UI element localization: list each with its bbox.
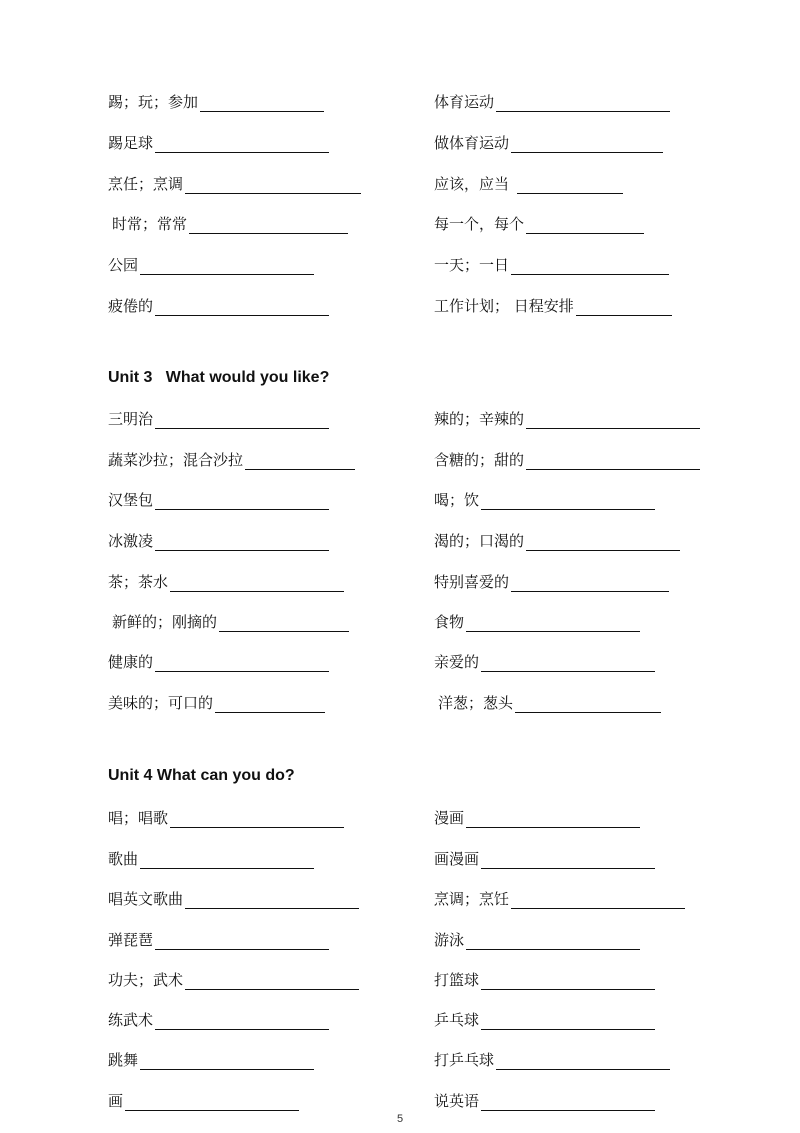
- answer-blank[interactable]: [511, 576, 669, 592]
- answer-blank[interactable]: [481, 974, 655, 990]
- vocab-item: [434, 92, 670, 112]
- answer-blank[interactable]: [215, 697, 325, 713]
- vocab-item: [108, 1050, 314, 1070]
- unit3-heading: Unit 3 What would you like?: [108, 369, 330, 386]
- answer-blank[interactable]: [189, 218, 348, 234]
- vocab-term: 打篮球: [434, 971, 480, 989]
- vocab-item: [434, 255, 669, 275]
- answer-blank[interactable]: [481, 853, 655, 869]
- vocab-item: [434, 531, 680, 551]
- answer-blank[interactable]: [511, 259, 669, 275]
- vocab-term: 漫画: [434, 809, 465, 827]
- vocab-item: [108, 450, 355, 470]
- unit4-heading: Unit 4 What can you do?: [108, 767, 295, 784]
- answer-blank[interactable]: [466, 616, 640, 632]
- answer-blank[interactable]: [185, 178, 361, 194]
- vocab-term: 功夫；武术: [108, 971, 184, 989]
- vocab-term: 美味的；可口的: [108, 694, 214, 712]
- vocab-term: 跳舞: [108, 1051, 139, 1069]
- vocab-term: 新鲜的；刚摘的: [112, 613, 218, 631]
- vocab-term: 三明治: [108, 410, 154, 428]
- vocab-term: 一天；一日: [434, 256, 510, 274]
- vocab-term: 蔬菜沙拉；混合沙拉: [108, 451, 244, 469]
- answer-blank[interactable]: [526, 454, 700, 470]
- page-number: 5: [396, 1113, 404, 1125]
- vocab-term: 食物: [434, 613, 465, 631]
- vocab-term: 打乒乓球: [434, 1051, 495, 1069]
- vocab-term: 含糖的；甜的: [434, 451, 525, 469]
- answer-blank[interactable]: [481, 656, 655, 672]
- vocab-item: [434, 296, 672, 316]
- vocab-item: [438, 693, 661, 713]
- answer-blank[interactable]: [125, 1095, 299, 1111]
- vocab-term: 练武术: [108, 1011, 154, 1029]
- vocab-item: [108, 849, 314, 869]
- vocab-item: [108, 490, 329, 510]
- vocab-term: 亲爱的: [434, 653, 480, 671]
- vocab-item: [108, 1091, 299, 1111]
- vocab-term: 特别喜爱的: [434, 573, 510, 591]
- answer-blank[interactable]: [155, 656, 329, 672]
- vocab-term: 唱英文歌曲: [108, 890, 184, 908]
- answer-blank[interactable]: [185, 893, 359, 909]
- answer-blank[interactable]: [515, 697, 661, 713]
- answer-blank[interactable]: [496, 96, 670, 112]
- vocab-item: [434, 889, 685, 909]
- answer-blank[interactable]: [511, 893, 685, 909]
- vocab-item: [108, 930, 329, 950]
- answer-blank[interactable]: [219, 616, 349, 632]
- vocab-term: 工作计划； 日程安排: [434, 297, 574, 315]
- vocab-term: 说英语: [434, 1092, 480, 1110]
- vocab-item: [434, 612, 640, 632]
- vocab-item: [434, 1010, 655, 1030]
- answer-blank[interactable]: [200, 96, 324, 112]
- answer-blank[interactable]: [155, 300, 329, 316]
- answer-blank[interactable]: [481, 1095, 655, 1111]
- vocab-item: [434, 1050, 670, 1070]
- vocab-item: [108, 133, 329, 153]
- answer-blank[interactable]: [496, 1054, 670, 1070]
- answer-blank[interactable]: [511, 137, 663, 153]
- answer-blank[interactable]: [466, 812, 640, 828]
- vocab-item: [434, 1091, 655, 1111]
- vocab-term: 烹任；烹调: [108, 175, 184, 193]
- vocab-item: [108, 255, 314, 275]
- answer-blank[interactable]: [526, 535, 680, 551]
- vocab-term: 洋葱；葱头: [438, 694, 514, 712]
- vocab-term: 茶；茶水: [108, 573, 169, 591]
- vocab-term: 画: [108, 1092, 124, 1110]
- vocab-item: [108, 970, 359, 990]
- answer-blank[interactable]: [526, 218, 644, 234]
- answer-blank[interactable]: [185, 974, 359, 990]
- vocab-term: 喝；饮: [434, 491, 480, 509]
- vocab-term: 公园: [108, 256, 139, 274]
- vocab-term: 每一个，每个: [434, 215, 525, 233]
- vocab-item: [108, 409, 329, 429]
- vocab-term: 体育运动: [434, 93, 495, 111]
- vocab-item: [108, 1010, 329, 1030]
- answer-blank[interactable]: [140, 1054, 314, 1070]
- answer-blank[interactable]: [155, 137, 329, 153]
- vocab-item: [434, 174, 623, 194]
- vocab-item: [434, 409, 700, 429]
- vocab-term: 烹调；烹饪: [434, 890, 510, 908]
- vocab-item: [108, 808, 344, 828]
- vocab-term: 歌曲: [108, 850, 139, 868]
- vocab-term: 乒乓球: [434, 1011, 480, 1029]
- vocab-item: [434, 450, 700, 470]
- vocab-item: [108, 652, 329, 672]
- answer-blank[interactable]: [155, 535, 329, 551]
- vocab-term: 踢足球: [108, 134, 154, 152]
- vocab-item: [108, 572, 344, 592]
- vocab-item: [434, 572, 669, 592]
- vocab-term: 做体育运动: [434, 134, 510, 152]
- vocab-term: 应该，应当: [434, 175, 510, 193]
- answer-blank[interactable]: [576, 300, 672, 316]
- answer-blank[interactable]: [155, 934, 329, 950]
- vocab-term: 游泳: [434, 931, 465, 949]
- vocab-term: 唱；唱歌: [108, 809, 169, 827]
- vocab-item: [434, 930, 640, 950]
- vocab-term: 疲倦的: [108, 297, 154, 315]
- answer-blank[interactable]: [466, 934, 640, 950]
- vocab-item: [108, 889, 359, 909]
- answer-blank[interactable]: [526, 413, 700, 429]
- vocab-item: [434, 849, 655, 869]
- vocab-term: 辣的；辛辣的: [434, 410, 525, 428]
- vocab-item: [434, 970, 655, 990]
- answer-blank[interactable]: [170, 812, 344, 828]
- answer-blank[interactable]: [170, 576, 344, 592]
- vocab-item: [112, 612, 349, 632]
- vocab-item: [434, 808, 640, 828]
- answer-blank[interactable]: [155, 413, 329, 429]
- vocab-item: [434, 214, 644, 234]
- vocab-item: [434, 133, 663, 153]
- answer-blank[interactable]: [140, 259, 314, 275]
- answer-blank[interactable]: [155, 494, 329, 510]
- vocab-item: [108, 693, 325, 713]
- vocab-item: [434, 652, 655, 672]
- vocab-item: [112, 214, 348, 234]
- vocab-item: [434, 490, 655, 510]
- vocab-term: 时常；常常: [112, 215, 188, 233]
- vocab-term: 踢；玩；参加: [108, 93, 199, 111]
- vocab-term: 弹琵琶: [108, 931, 154, 949]
- vocab-item: [108, 296, 329, 316]
- vocab-term: 汉堡包: [108, 491, 154, 509]
- vocab-item: [108, 92, 324, 112]
- vocab-term: 冰激凌: [108, 532, 154, 550]
- vocab-term: 健康的: [108, 653, 154, 671]
- vocab-term: 画漫画: [434, 850, 480, 868]
- vocab-term: 渴的；口渴的: [434, 532, 525, 550]
- vocab-item: [108, 174, 361, 194]
- vocab-item: [108, 531, 329, 551]
- answer-blank[interactable]: [517, 178, 623, 194]
- answer-blank[interactable]: [155, 1014, 329, 1030]
- answer-blank[interactable]: [481, 494, 655, 510]
- answer-blank[interactable]: [481, 1014, 655, 1030]
- answer-blank[interactable]: [140, 853, 314, 869]
- answer-blank[interactable]: [245, 454, 355, 470]
